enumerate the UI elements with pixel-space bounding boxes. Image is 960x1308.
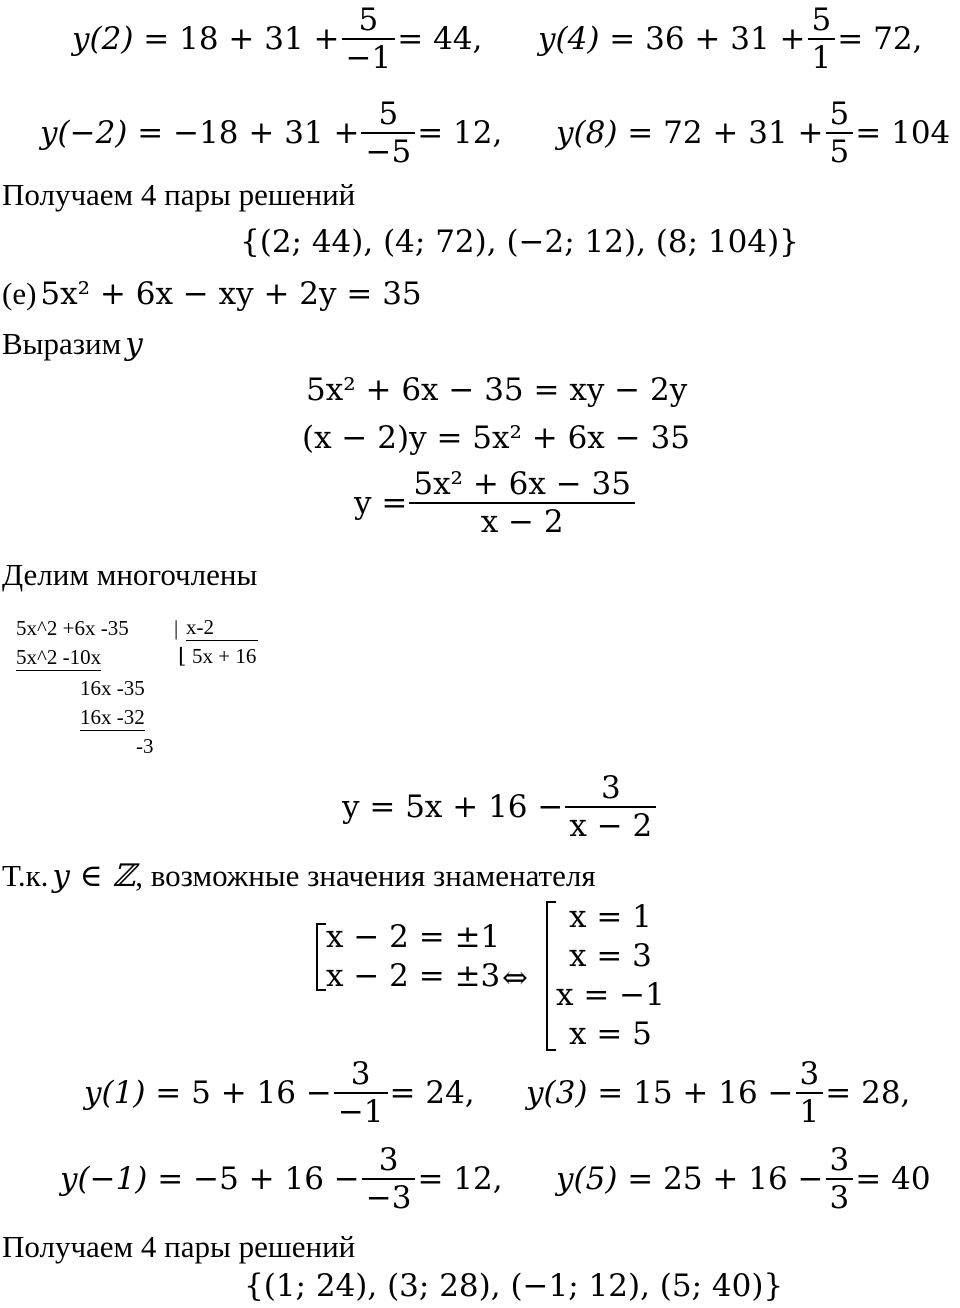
fraction-denominator: x − 2	[480, 504, 564, 540]
ld-sub-2: 16x -32	[80, 705, 145, 729]
eval-suffix: = 24,	[389, 1075, 475, 1111]
fraction-denominator: x − 2	[569, 808, 653, 844]
eval-prefix: = −5 + 16 −	[157, 1161, 360, 1197]
ld-remainder-2: -3	[136, 734, 154, 758]
ld-sub-1: 5x^2 -10x	[16, 645, 102, 669]
since-math: y ∈ ℤ	[52, 858, 136, 894]
case-left-2: x − 2 = ±3	[326, 958, 501, 994]
eval-prefix: = 5 + 16 −	[155, 1075, 332, 1111]
ld-remainder-1: 16x -35	[80, 676, 145, 700]
eval-y4	[538, 2, 922, 76]
fraction-denominator: −1	[337, 1094, 384, 1130]
eval-prefix: = 15 + 16 −	[597, 1075, 794, 1111]
fraction-numerator: 5	[826, 96, 854, 134]
eval-lhs: y(2)	[72, 21, 134, 57]
express-line	[2, 324, 143, 364]
eval-y1	[84, 1056, 475, 1130]
eval-lhs: y(5)	[556, 1161, 618, 1197]
eval-suffix: = 12,	[417, 1161, 503, 1197]
case-right-3: x = −1	[556, 977, 665, 1013]
fraction-numerator: 3	[334, 1056, 388, 1094]
step-3	[354, 466, 637, 540]
solutions-set-2: {(1; 24), (3; 28), (−1; 12), (5; 40)}	[244, 1268, 784, 1304]
eval-prefix: = 36 + 31 +	[609, 21, 806, 57]
eval-suffix: = 104	[855, 115, 951, 151]
fraction	[796, 1056, 824, 1130]
fraction-denominator: 3	[829, 1180, 850, 1216]
cases-right-lines	[556, 898, 665, 1054]
eval-y-minus1	[60, 1142, 503, 1216]
ld-bar-bottom: ⌊	[178, 644, 187, 668]
since-line	[2, 856, 596, 896]
fraction-denominator: −5	[365, 134, 412, 170]
result-equation	[342, 770, 658, 844]
fraction-denominator: −3	[365, 1180, 412, 1216]
eval-lhs: y(4)	[538, 21, 600, 57]
fraction	[409, 466, 635, 540]
express-text: Выразим	[2, 326, 122, 361]
fraction-denominator: 5	[829, 134, 850, 170]
eval-prefix: = 72 + 31 +	[627, 115, 824, 151]
divide-text: Делим многочлены	[2, 557, 258, 592]
cases-left	[316, 918, 500, 996]
fraction-numerator: 3	[565, 770, 656, 808]
step-2: (x − 2)y = 5x² + 6x − 35	[302, 420, 690, 456]
eval-lhs: y(8)	[556, 115, 618, 151]
fraction-numerator: 5	[342, 2, 396, 40]
eval-lhs: y(−2)	[40, 115, 128, 151]
fraction	[334, 1056, 388, 1130]
fraction-denominator: 1	[811, 40, 832, 76]
eval-suffix: = 44,	[397, 21, 483, 57]
fraction	[826, 1142, 854, 1216]
eval-lhs: y(−1)	[60, 1161, 148, 1197]
eval-y-minus2	[40, 96, 502, 170]
fraction	[565, 770, 656, 844]
eval-suffix: = 72,	[837, 21, 923, 57]
fraction-numerator: 3	[796, 1056, 824, 1094]
fraction	[362, 1142, 416, 1216]
fraction-denominator: −1	[345, 40, 392, 76]
eval-y3	[526, 1056, 910, 1130]
eval-suffix: = 28,	[825, 1075, 911, 1111]
part-label: (e)	[2, 276, 37, 311]
case-right-2: x = 3	[568, 938, 652, 974]
fraction-numerator: 5x² + 6x − 35	[409, 466, 635, 504]
eval-prefix: = 18 + 31 +	[143, 21, 340, 57]
eval-y2	[72, 2, 482, 76]
ld-bar-top: |	[174, 616, 179, 640]
equivalence-symbol: ⇔	[502, 960, 528, 996]
eval-prefix: = −18 + 31 +	[137, 115, 360, 151]
express-variable: y	[125, 326, 143, 362]
fraction-denominator: 1	[799, 1094, 820, 1130]
fraction	[361, 96, 415, 170]
text-pairs-1: Получаем 4 пары решений	[2, 177, 356, 212]
ld-quotient: 5x + 16	[192, 644, 257, 668]
eval-suffix: = 40	[855, 1161, 931, 1197]
bracket-right	[546, 901, 556, 1051]
ld-divisor: x-2	[186, 614, 258, 641]
eval-y8	[556, 96, 950, 170]
eval-lhs: y(1)	[84, 1075, 146, 1111]
eval-lhs: y(3)	[526, 1075, 588, 1111]
eval-prefix: = 25 + 16 −	[627, 1161, 824, 1197]
step-3-lhs: y =	[354, 485, 408, 521]
since-text-b: , возможные значения знаменателя	[135, 858, 596, 893]
part-e-heading	[2, 274, 422, 314]
part-equation: 5x² + 6x − xy + 2y = 35	[40, 276, 422, 312]
fraction-numerator: 3	[826, 1142, 854, 1180]
solutions-set-1: {(2; 44), (4; 72), (−2; 12), (8; 104)}	[240, 224, 799, 260]
fraction	[342, 2, 396, 76]
fraction-numerator: 5	[361, 96, 415, 134]
eval-y5	[556, 1142, 931, 1216]
cases-left-lines	[326, 918, 500, 996]
fraction-numerator: 3	[362, 1142, 416, 1180]
fraction	[826, 96, 854, 170]
bracket-left	[316, 923, 326, 991]
cases-right	[546, 898, 665, 1054]
step-1: 5x² + 6x − 35 = xy − 2y	[306, 372, 688, 408]
case-right-4: x = 5	[568, 1016, 652, 1052]
case-left-1: x − 2 = ±1	[326, 919, 501, 955]
eval-suffix: = 12,	[417, 115, 503, 151]
fraction-numerator: 5	[808, 2, 836, 40]
text-pairs-2: Получаем 4 пары решений	[2, 1229, 356, 1264]
result-lhs: y = 5x + 16 −	[342, 789, 564, 825]
since-text-a: Т.к.	[2, 858, 49, 893]
case-right-1: x = 1	[568, 899, 652, 935]
ld-dividend: 5x^2 +6x -35	[16, 616, 129, 640]
fraction	[808, 2, 836, 76]
